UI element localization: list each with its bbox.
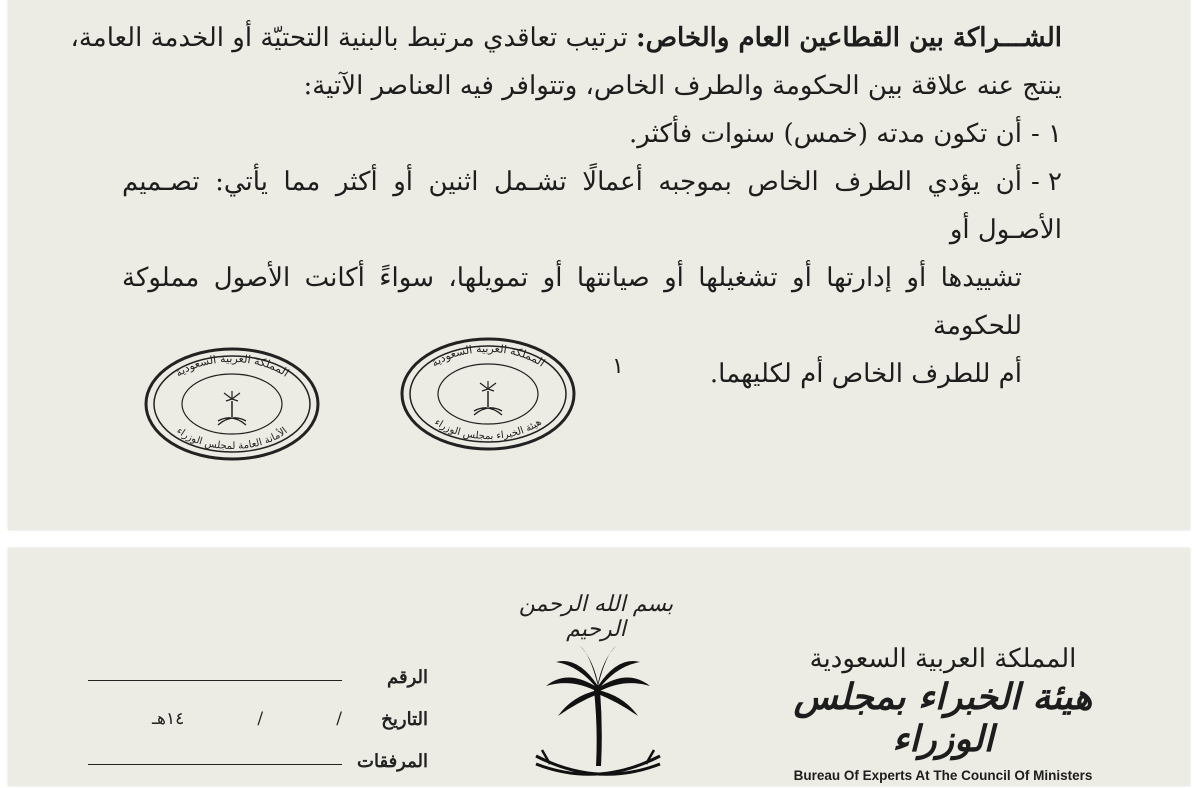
date-value bbox=[88, 709, 342, 729]
bureau-name-arabic: هيئة الخبراء بمجلس الوزراء bbox=[793, 676, 1093, 760]
palm-swords-emblem-icon bbox=[528, 638, 668, 788]
list-item-2-continuation-1: تشييدها أو إدارتها أو تشغيلها أو صيانتها أو تمويلها، سواءً أكانت الأصول مملوكة للحكومة bbox=[122, 263, 1022, 341]
kingdom-name: المملكة العربية السعودية bbox=[809, 644, 1077, 674]
document-page-2-letterhead bbox=[8, 548, 1190, 786]
date-label: التاريخ bbox=[381, 708, 428, 730]
document-page-1 bbox=[8, 0, 1190, 530]
date-slash: / bbox=[257, 709, 264, 729]
list-item-number: ١ - bbox=[1030, 119, 1062, 149]
stamp-right-top-text: المملكة العربية السعودية bbox=[428, 341, 548, 370]
definition-text bbox=[70, 14, 1062, 398]
letterhead-fields bbox=[88, 656, 428, 782]
stamp-seal-icon bbox=[142, 345, 322, 463]
number-field bbox=[88, 656, 428, 698]
attachments-line bbox=[88, 764, 342, 765]
list-item-2 bbox=[122, 158, 1062, 254]
stamp-left-top-text: المملكة العربية السعودية bbox=[172, 351, 292, 380]
stamp-seal-icon bbox=[398, 335, 578, 453]
definition-line-2: ينتج عنه علاقة بين الحكومة والطرف الخاص، وتتوافر فيه العناصر الآتية: bbox=[303, 71, 1062, 101]
attachments-label: المرفقات bbox=[357, 750, 428, 772]
bureau-name-english: Bureau Of Experts At The Council Of Ministers bbox=[793, 768, 1093, 783]
basmala: بسم الله الرحمن الرحيم bbox=[518, 592, 674, 642]
stamp-left-bottom-text: الأمانة العامة لمجلس الوزراء bbox=[174, 425, 290, 453]
list-item-1 bbox=[122, 110, 1062, 158]
number-label: الرقم bbox=[386, 666, 428, 688]
date-field bbox=[88, 698, 428, 740]
list-item-2-continuation-2: أم للطرف الخاص أم لكليهما. bbox=[709, 359, 1022, 389]
list-item-text: أن يؤدي الطرف الخاص بموجبه أعمالًا تشـمل اثنين أو أكثر مما يأتي: تصـميم الأصـول أو bbox=[122, 167, 1062, 245]
definition-line1-text: ترتيب تعاقدي مرتبط بالبنية التحتيّة أو الخدمة العامة، bbox=[70, 23, 628, 53]
date-slash: / bbox=[336, 709, 342, 729]
number-line bbox=[88, 680, 342, 681]
attachments-field bbox=[88, 740, 428, 782]
definition-line-1 bbox=[70, 14, 1062, 62]
stamp-right-bottom-text: هيئة الخبراء بمجلس الوزراء bbox=[432, 416, 544, 443]
page-number: ١ bbox=[612, 354, 624, 379]
letterhead-title-block bbox=[778, 644, 1108, 783]
list-item-text: أن تكون مدته (خمس) سنوات فأكثر. bbox=[629, 119, 1022, 149]
definition-term: الشـــراكة بين القطاعين العام والخاص: bbox=[635, 23, 1062, 53]
svg-text:الأمانة العامة لمجلس الوزراء bbox=[174, 425, 289, 452]
svg-text:هيئة الخبراء بمجلس الوزراء bbox=[432, 417, 543, 442]
list-item-number: ٢ - bbox=[1030, 167, 1062, 197]
date-suffix: ١٤هـ bbox=[152, 709, 185, 729]
